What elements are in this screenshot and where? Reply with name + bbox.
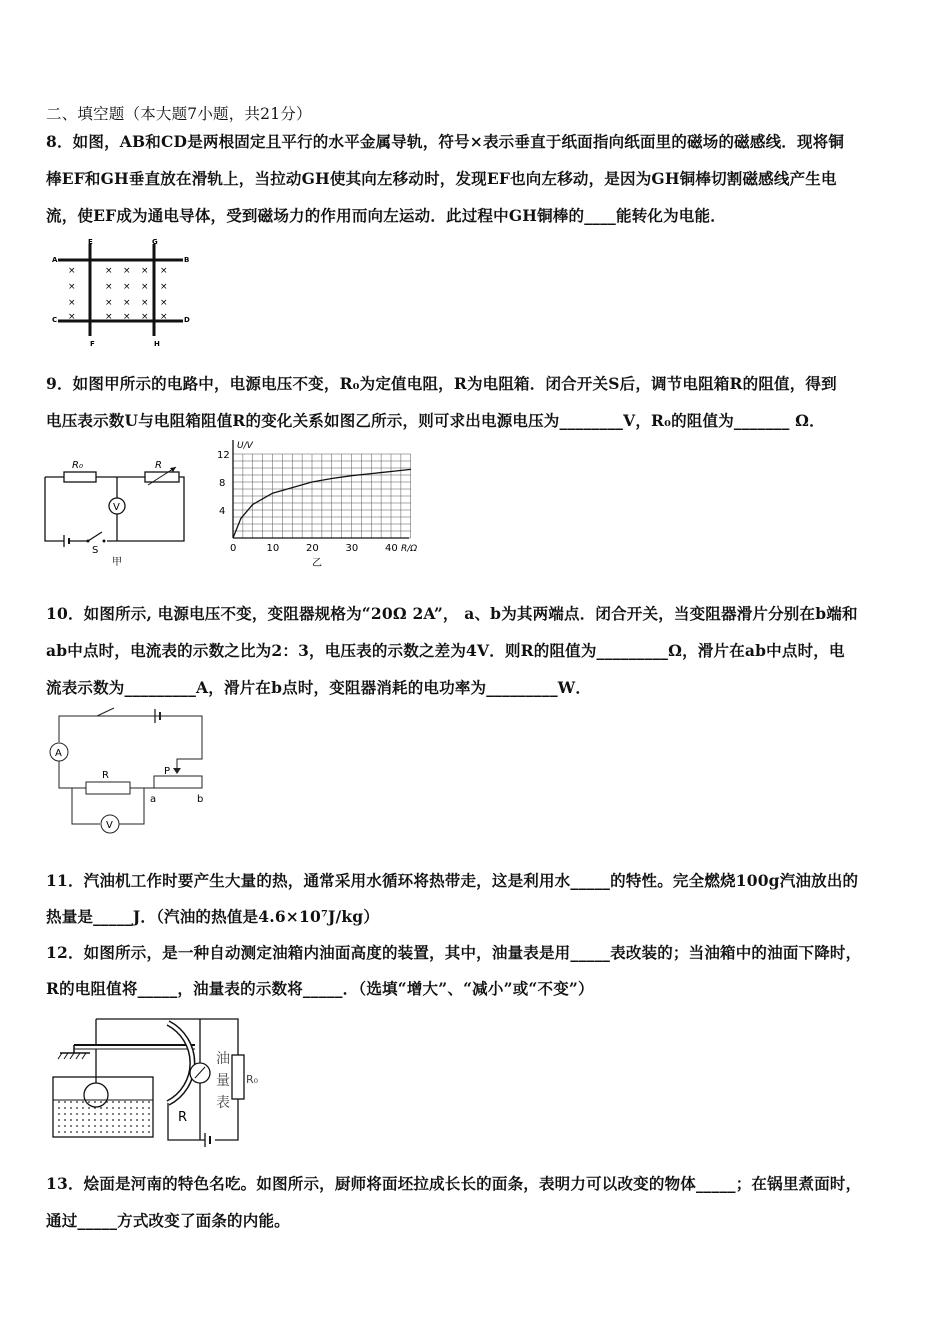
label-g: G	[152, 238, 158, 246]
field-cross: ×	[160, 312, 168, 322]
gauge-label-1: 油	[216, 1051, 230, 1067]
q11-line-2: 热量是_____J．（汽油的热值是4.6×10⁷J/kg）	[46, 907, 380, 926]
switch	[97, 708, 114, 716]
x-tick-label: 0	[230, 543, 237, 554]
field-cross: ×	[123, 266, 131, 276]
label-s: S	[92, 545, 99, 556]
field-cross: ×	[68, 282, 76, 292]
q12-line-1: 12．如图所示，是一种自动测定油箱内油面高度的装置，其中，油量表是用_____表改装的；当油箱中的油面下降时，	[46, 943, 862, 962]
label-r: R	[178, 1110, 188, 1125]
label-e: E	[88, 238, 93, 246]
field-cross: ×	[160, 298, 168, 308]
q8-line-3: 流，使EF成为通电导体，受到磁场力的作用而向左运动．此过程中GH铜棒的____能转化为电能．	[46, 206, 726, 225]
field-cross: ×	[105, 312, 113, 322]
q11-line-1: 11．汽油机工作时要产生大量的热，通常采用水循环将热带走，这是利用水_____的特性。完全燃烧100g汽油放出的	[46, 871, 859, 890]
q10-line-2: ab中点时，电流表的示数之比为2：3，电压表的示数之差为4V．则R的阻值为_________Ω，滑片在ab中点时，电	[46, 641, 845, 660]
label-d: D	[184, 316, 190, 324]
q8-line-1: 8．如图，AB和CD是两根固定且平行的水平金属导轨，符号×表示垂直于纸面指向纸面里的磁场的磁感线．现将铜	[46, 132, 845, 151]
label-r0: R₀	[246, 1073, 259, 1086]
switch-s	[88, 532, 102, 541]
label-p: P	[164, 766, 171, 777]
resistor-box-r	[145, 472, 179, 482]
q10-line-1: 10．如图所示, 电源电压不变，变阻器规格为“20Ω 2A”， a、b为其两端点．闭合开关，当变阻器滑片分别在b端和	[46, 604, 858, 623]
label-r: R	[155, 460, 162, 471]
field-cross: ×	[141, 266, 149, 276]
field-cross: ×	[68, 266, 76, 276]
label-h: H	[154, 340, 160, 348]
x-tick-label: 20	[306, 543, 319, 554]
field-cross: ×	[123, 282, 131, 292]
field-cross: ×	[68, 312, 76, 322]
field-cross: ×	[141, 298, 149, 308]
x-tick-label: 10	[266, 543, 280, 554]
q13-line-2: 通过_____方式改变了面条的内能。	[46, 1211, 290, 1230]
q10-line-3: 流表示数为_________A，滑片在b点时，变阻器消耗的电功率为_________W．	[46, 678, 592, 697]
ammeter-label: A	[55, 748, 62, 759]
chart-caption: 乙	[312, 558, 322, 569]
q9-line-2: 电压表示数U与电阻箱阻值R的变化关系如图乙所示，则可求出电源电压为________V，R₀的阻值为_______ Ω．	[46, 411, 825, 430]
q9-circuit-figure	[42, 453, 192, 568]
resistor-r0	[232, 1055, 244, 1099]
label-a: A	[52, 256, 58, 264]
label-a: a	[150, 794, 157, 805]
label-b: B	[184, 256, 190, 264]
q8-line-2: 棒EF和GH垂直放在滑轨上，当拉动GH使其向左移动时，发现EF也向左移动，是因为GH铜棒切割磁感线产生电	[46, 169, 837, 188]
voltmeter-label: V	[106, 820, 113, 831]
caption-jia: 甲	[112, 557, 122, 568]
label-r0: R₀	[72, 460, 83, 471]
y-axis-label: U/V	[237, 441, 253, 451]
y-tick-label: 4	[219, 506, 226, 517]
voltmeter-label: V	[113, 502, 120, 513]
gauge-label-2: 量	[216, 1073, 230, 1089]
label-c: C	[52, 316, 58, 324]
field-cross: ×	[68, 298, 76, 308]
q12-line-2: R的电阻值将_____，油量表的示数将_____．（选填“增大”、“减小”或“不变”）	[46, 979, 594, 998]
q13-line-1: 13．烩面是河南的特色名吃。如图所示，厨师将面坯拉成长长的面条，表明力可以改变的物体_____；在锅里煮面时，	[46, 1174, 862, 1193]
label-r: R	[102, 770, 109, 781]
y-tick-label: 12	[217, 450, 230, 461]
field-cross: ×	[141, 282, 149, 292]
q9-chart-figure	[215, 438, 435, 570]
gauge-label-3: 表	[216, 1095, 230, 1111]
field-cross: ×	[123, 298, 131, 308]
label-b: b	[197, 794, 204, 805]
field-cross: ×	[123, 312, 131, 322]
field-cross: ×	[141, 312, 149, 322]
x-tick-label: 40	[385, 543, 398, 554]
x-tick-label: 30	[345, 543, 359, 554]
rheostat-arc	[168, 1023, 192, 1103]
resistor-r0	[64, 472, 96, 482]
section-title: 二、填空题（本大题7小题，共21分）	[46, 105, 312, 123]
q10-circuit-figure	[42, 704, 217, 839]
field-cross: ×	[160, 282, 168, 292]
rheostat	[154, 776, 202, 788]
field-cross: ×	[105, 282, 113, 292]
q12-oil-tank-figure	[50, 1015, 275, 1145]
field-cross: ×	[160, 266, 168, 276]
resistor-r	[86, 782, 130, 794]
field-cross: ×	[105, 298, 113, 308]
field-cross: ×	[105, 266, 113, 276]
q9-line-1: 9．如图甲所示的电路中，电源电压不变，R₀为定值电阻，R为电阻箱．闭合开关S后，调节电阻箱R的阻值，得到	[46, 374, 837, 393]
x-axis-label: R/Ω	[401, 544, 418, 554]
q8-rails-figure	[50, 236, 195, 348]
y-tick-label: 8	[219, 478, 226, 489]
label-f: F	[90, 340, 95, 348]
